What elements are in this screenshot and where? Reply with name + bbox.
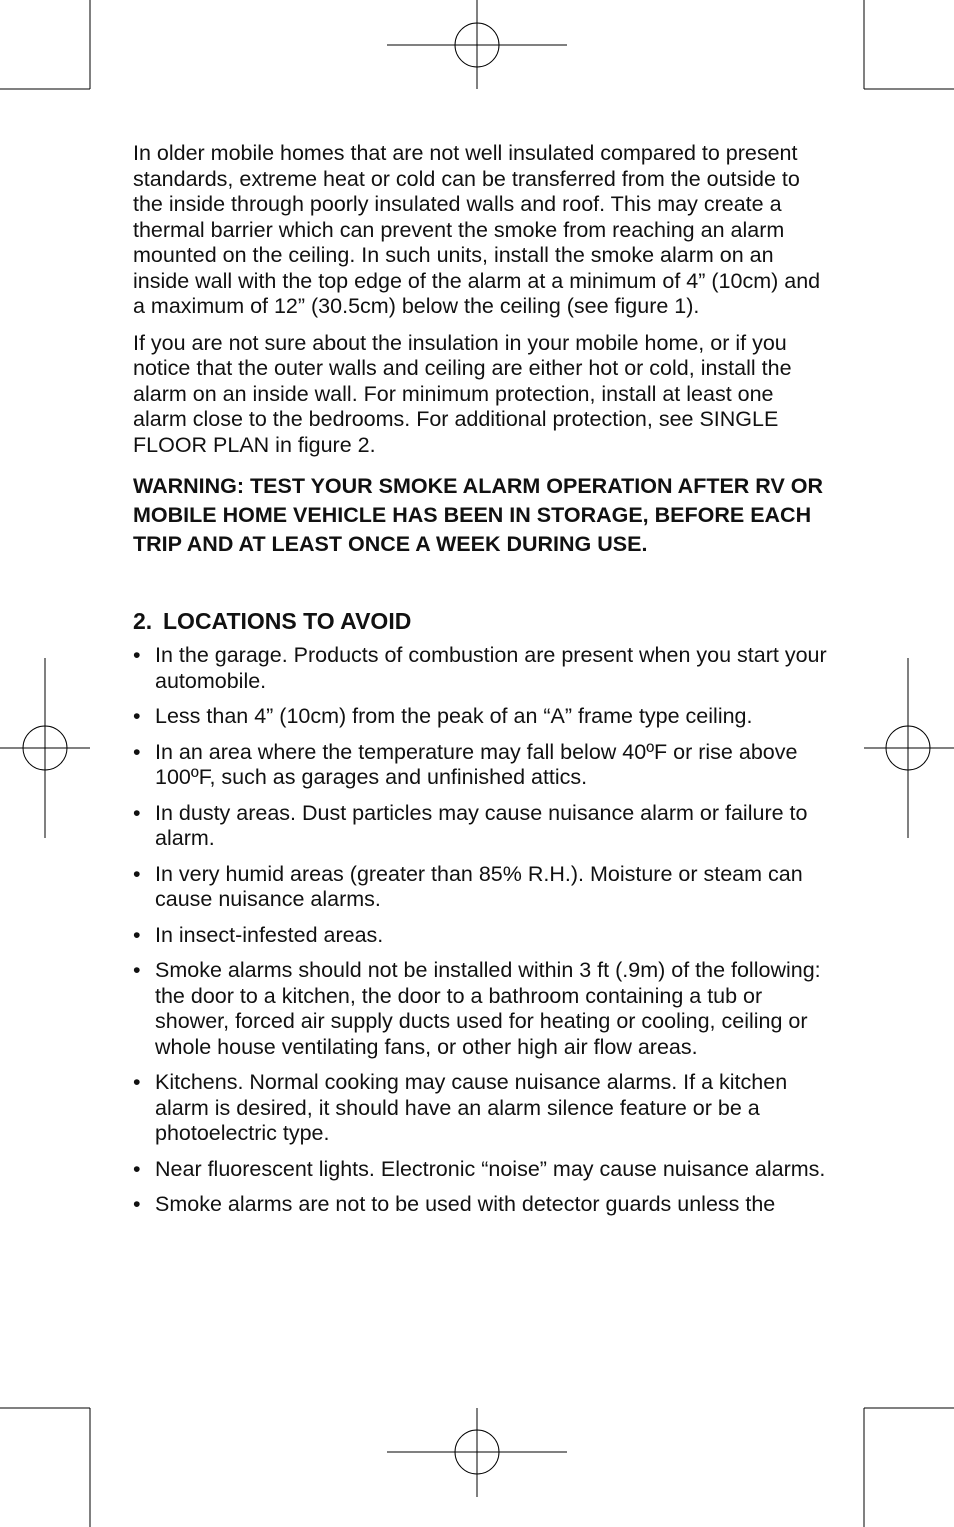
list-item [133, 1157, 833, 1183]
list-item-text: Smoke alarms should not be installed within 3 ft (.9m) of the following: the door to a kitchen, the door to a bathroom containing a tub or shower, forced air supply ducts used for heating or cooling, ceiling or whole house ventilating fans, or other high air flow areas. [155, 958, 821, 1059]
section-title: LOCATIONS TO AVOID [163, 608, 412, 634]
list-item [133, 958, 833, 1060]
paragraph-unsure-insulation: If you are not sure about the insulation in your mobile home, or if you notice that the outer walls and ceiling are either hot or cold, install the alarm on an inside wall. For minimum protection, install at least one alarm close to the bedrooms. For additional protection, see SINGLE FLOOR PLAN in figure 2. [133, 330, 792, 457]
list-item-text: In insect-infested areas. [155, 922, 384, 947]
list-item-text: In the garage. Products of combustion are present when you start your automobile. [155, 643, 827, 693]
bullet-icon: • [133, 739, 141, 764]
locations-to-avoid-list [133, 643, 833, 1218]
list-item [133, 1192, 833, 1218]
bullet-icon: • [133, 800, 141, 825]
list-item [133, 643, 833, 694]
list-item [133, 704, 833, 730]
section-number: 2. [133, 608, 153, 634]
bullet-icon: • [133, 1070, 141, 1094]
list-item [133, 740, 833, 791]
bullet-icon: • [133, 704, 141, 728]
page-content [133, 141, 833, 1228]
warning-notice: WARNING: TEST YOUR SMOKE ALARM OPERATION AFTER RV OR MOBILE HOME VEHICLE HAS BEEN IN STORAGE, BEFORE EACH TRIP AND AT LEAST ONCE A WEEK DURING USE. [133, 474, 824, 556]
list-item-text: Kitchens. Normal cooking may cause nuisance alarms. If a kitchen alarm is desired, it should have an alarm silence feature or be a photoelectric type. [155, 1070, 788, 1145]
bullet-icon: • [133, 958, 141, 982]
bullet-icon: • [133, 922, 141, 947]
paragraph-insulation: In older mobile homes that are not well insulated compared to present standards, extreme heat or cold can be transferred from the outside to the inside through poorly insulated walls and roof. This may create a thermal barrier which can prevent the smoke from reaching an alarm mounted on the ceiling. In such units, install the smoke alarm on an inside wall with the top edge of the alarm at a minimum of 4” (10cm) and a maximum of 12” (30.5cm) below the ceiling (see figure 1). [133, 141, 821, 318]
list-item-text: Smoke alarms are not to be used with detector guards unless the [155, 1192, 776, 1216]
section-heading [133, 607, 833, 635]
bullet-icon: • [133, 1192, 141, 1216]
bullet-icon: • [133, 1156, 141, 1181]
bullet-icon: • [133, 861, 141, 886]
list-item [133, 801, 833, 852]
bullet-icon: • [133, 643, 141, 667]
list-item-text: In dusty areas. Dust particles may cause nuisance alarm or failure to alarm. [155, 800, 808, 850]
list-item-text: Less than 4” (10cm) from the peak of an “A” frame type ceiling. [155, 704, 753, 728]
list-item [133, 862, 833, 913]
list-item [133, 923, 833, 949]
list-item-text: In an area where the temperature may fall below 40ºF or rise above 100ºF, such as garages and unfinished attics. [155, 739, 798, 789]
list-item [133, 1070, 833, 1147]
list-item-text: In very humid areas (greater than 85% R.H.). Moisture or steam can cause nuisance alarms. [155, 861, 803, 911]
list-item-text: Near fluorescent lights. Electronic “noise” may cause nuisance alarms. [155, 1156, 826, 1181]
